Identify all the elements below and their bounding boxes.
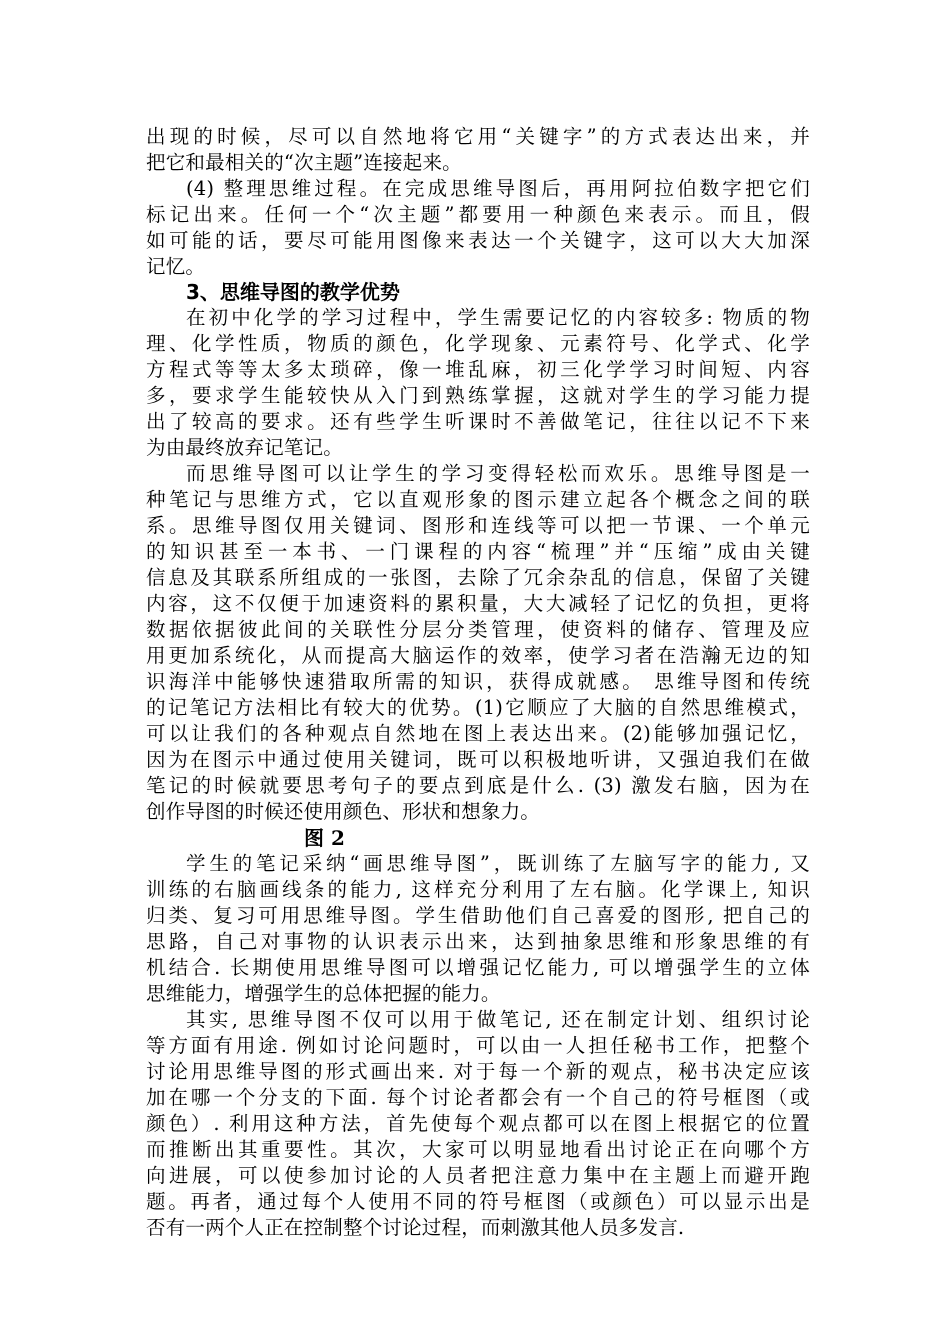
paragraph-line: 归类、复习可用思维导图。学生借助他们自己喜爱的图形, 把自己的 [146,904,810,927]
paragraph-line: 题。再者，通过每个人使用不同的符号框图（或颜色）可以显示出是 [146,1190,810,1213]
paragraph-line: 数据依据彼此间的关联性分层分类管理，使资料的储存、管理及应 [146,618,810,641]
paragraph-line: 其实, 思维导图不仅可以用于做笔记, 还在制定计划、组织讨论 [186,1008,810,1031]
paragraph-line: 讨论用思维导图的形式画出来. 对于每一个新的观点，秘书决定应该 [146,1060,810,1083]
paragraph-line: 向进展，可以使参加讨论的人员者把注意力集中在主题上而避开跑 [146,1164,810,1187]
paragraph-line: 可以让我们的各种观点自然地在图上表达出来。(2)能够加强记忆， [146,722,810,745]
paragraph-line: 出现的时候，尽可以自然地将它用“关键字”的方式表达出来，并 [146,125,810,148]
paragraph-line: 标记出来。任何一个“次主题”都要用一种颜色来表示。而且，假 [146,203,810,226]
paragraph-line: 思维能力，增强学生的总体把握的能力。 [146,982,501,1005]
paragraph-line: 种笔记与思维方式，它以直观形象的图示建立起各个概念之间的联 [146,488,810,511]
paragraph-line: 识海洋中能够快速猎取所需的知识，获得成就感。 思维导图和传统 [146,670,810,693]
paragraph-line: 信息及其联系所组成的一张图，去除了冗余杂乱的信息，保留了关键 [146,566,810,589]
paragraph-line: 加在哪一个分支的下面. 每个讨论者都会有一个自己的符号框图（或 [146,1086,810,1109]
paragraph-line: 机结合. 长期使用思维导图可以增强记忆能力, 可以增强学生的立体 [146,956,810,979]
paragraph-line: 思路，自己对事物的认识表示出来，达到抽象思维和形象思维的有 [146,930,810,953]
paragraph-line: 学生的笔记采纳“画思维导图”，既训练了左脑写字的能力, 又 [186,852,810,875]
paragraph-line: 用更加系统化，从而提高大脑运作的效率，使学习者在浩瀚无边的知 [146,644,810,667]
paragraph-line: 把它和最相关的“次主题”连接起来。 [146,151,462,174]
paragraph-line: 颜色）. 利用这种方法，首先使每个观点都可以在图上根据它的位置 [146,1112,810,1135]
paragraph-line: 而思维导图可以让学生的学习变得轻松而欢乐。思维导图是一 [186,462,810,485]
paragraph-line: 否有一两个人正在控制整个讨论过程，而刺激其他人员多发言. [146,1216,685,1239]
paragraph-line: 的记笔记方法相比有较大的优势。(1)它顺应了大脑的自然思维模式， [146,696,810,719]
paragraph-line: 的知识甚至一本书、一门课程的内容“梳理”并“压缩”成由关键 [146,540,810,563]
paragraph-line: 方程式等等太多太琐碎，像一堆乱麻，初三化学学习时间短、内容 [146,358,810,381]
paragraph-line: 为由最终放弃记笔记。 [146,436,344,459]
paragraph-line: 内容，这不仅便于加速资料的累积量，大大减轻了记忆的负担，更将 [146,592,810,615]
paragraph-line: 在初中化学的学习过程中，学生需要记忆的内容较多: 物质的物 [186,306,810,329]
paragraph-line: 笔记的时候就要思考句子的要点到底是什么. (3) 激发右脑，因为在 [146,774,810,797]
paragraph-line: (4) 整理思维过程。在完成思维导图后，再用阿拉伯数字把它们 [186,177,810,200]
paragraph-line: 出了较高的要求。还有些学生听课时不善做笔记，往往以记不下来 [146,410,810,433]
paragraph-line: 等方面有用途. 例如讨论问题时，可以由一人担任秘书工作，把整个 [146,1034,810,1057]
paragraph-line: 创作导图的时候还使用颜色、形状和想象力。 [146,800,541,823]
figure-caption: 图 2 [304,826,345,850]
paragraph-line: 因为在图示中通过使用关键词，既可以积极地听讲，又强迫我们在做 [146,748,810,771]
paragraph-line: 而推断出其重要性。其次，大家可以明显地看出讨论正在向哪个方 [146,1138,810,1161]
section-heading: 3、思维导图的教学优势 [186,280,400,304]
paragraph-line: 理、化学性质，物质的颜色，化学现象、元素符号、化学式、化学 [146,332,810,355]
paragraph-line: 系。思维导图仅用关键词、图形和连线等可以把一节课、一个单元 [146,514,810,537]
paragraph-line: 训练的右脑画线条的能力, 这样充分利用了左右脑。化学课上, 知识 [146,878,810,901]
paragraph-line: 记忆。 [146,255,206,278]
paragraph-line: 如可能的话，要尽可能用图像来表达一个关键字，这可以大大加深 [146,229,810,252]
paragraph-line: 多，要求学生能较快从入门到熟练掌握，这就对学生的学习能力提 [146,384,810,407]
